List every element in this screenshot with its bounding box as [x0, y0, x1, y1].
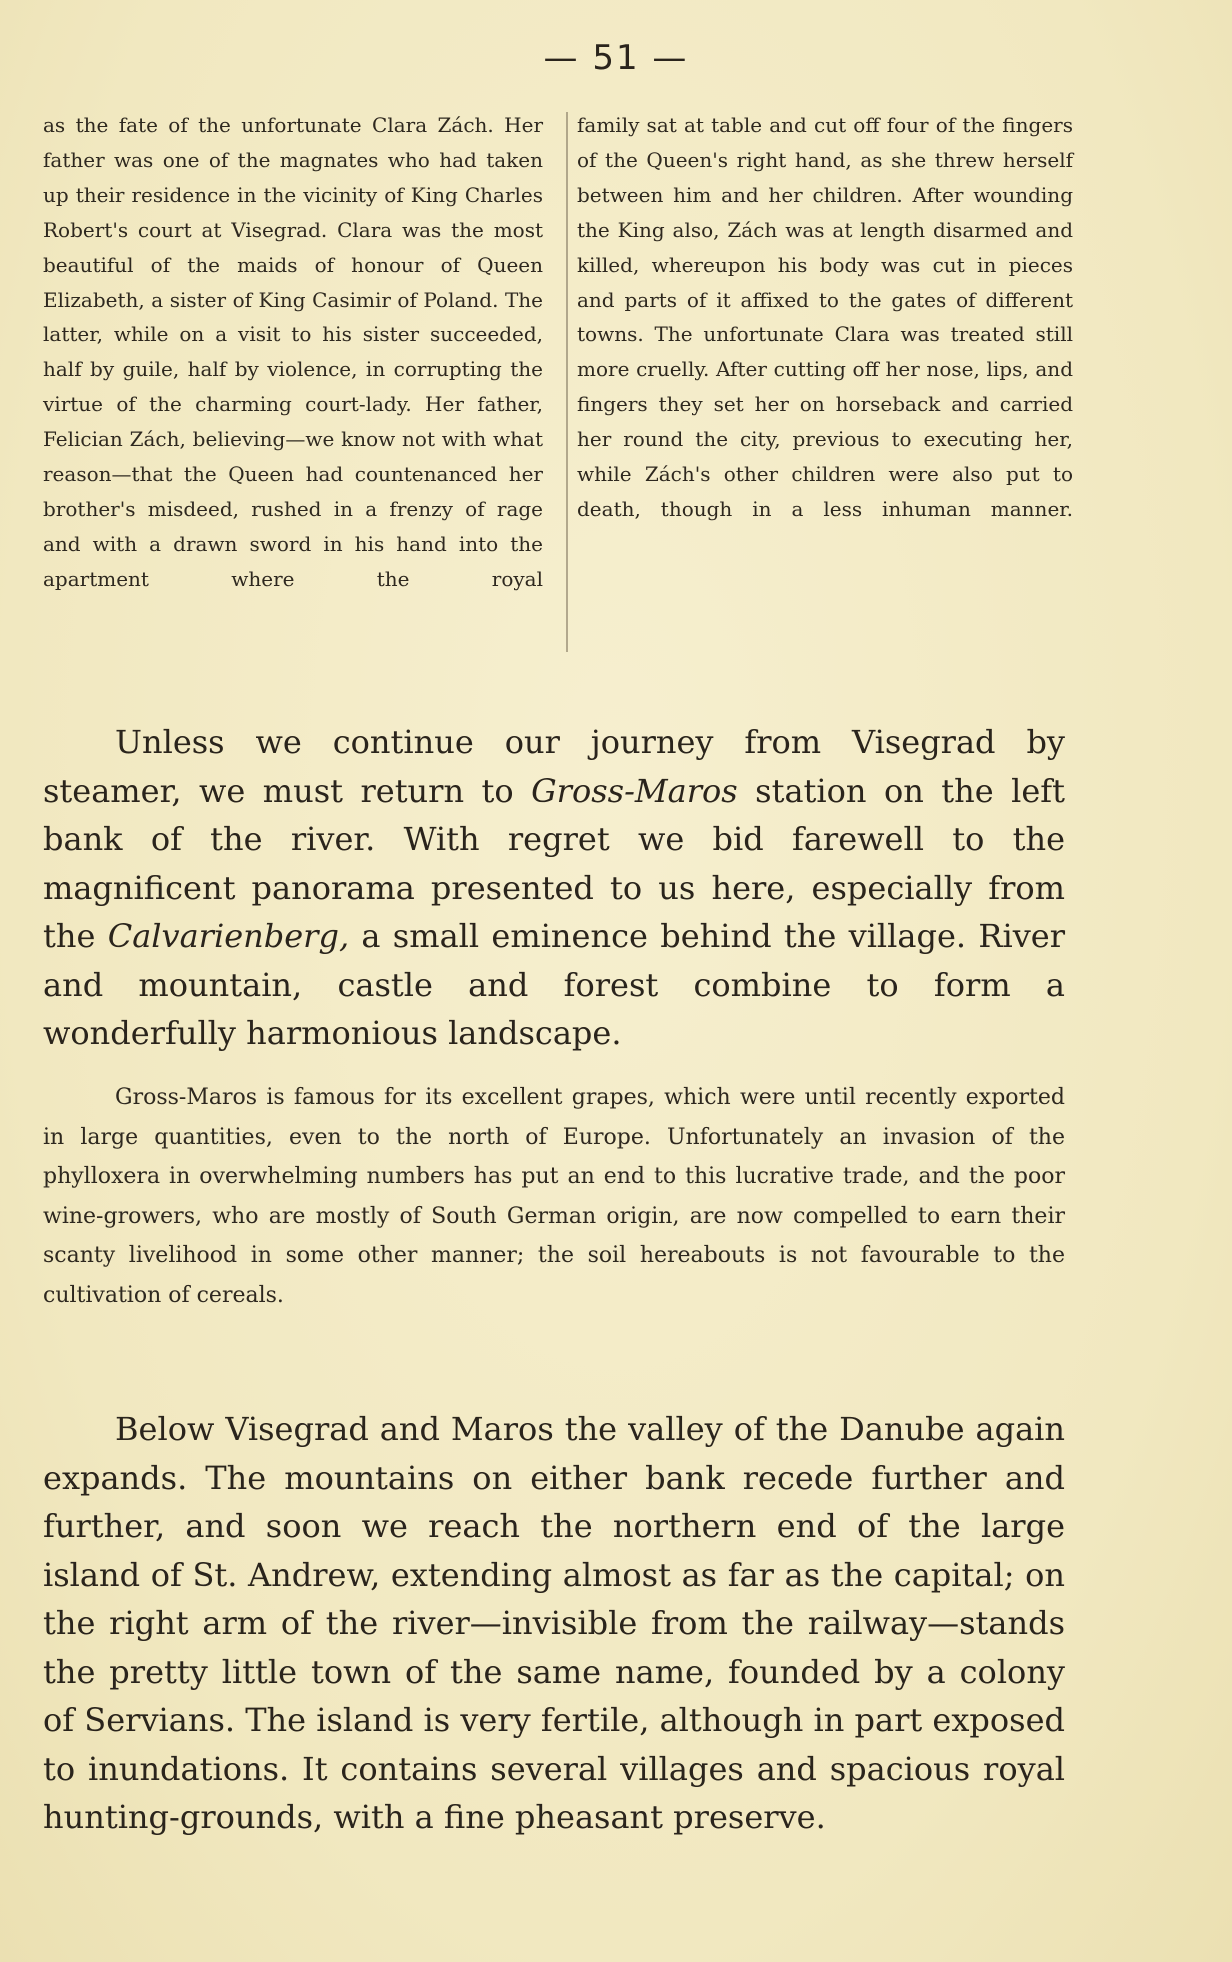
- left-column: [43, 108, 543, 597]
- right-column: [577, 108, 1073, 527]
- paragraph-return-journey: [43, 718, 1065, 1058]
- paragraph-grapes: [43, 1078, 1065, 1315]
- para1-text-c: a small eminence behind the village. River and mountain, castle and forest combine to form a wonderfully harmonious landscape.: [43, 917, 1066, 1052]
- para1-text-b: station on the left bank of the river. With regret we bid farewell to the magnificent panorama presented to us here, especially from the: [43, 771, 1065, 955]
- left-column-text: as the fate of the unfortunate Clara Zách. Her father was one of the magnates who had taken up their residence in the vicinity of King Charles Robert's court at Visegrad. Clara was the most beautiful of the maids of honour of Queen Elizabeth, a sister of King Casimir of Poland. The latter, while on a visit to his sister succeeded, half by guile, half by violence, in corrupting the virtue of the charming court-lady. Her father, Felician Zách, believing—we know not with what reason—that the Queen had countenanced her brother's misdeed, rushed in a frenzy of rage and with a drawn sword in his hand into the apartment where the royal: [43, 113, 543, 591]
- column-divider: [566, 112, 568, 652]
- para2-text: Gross-Maros is famous for its excellent grapes, which were until recently exported in large quantities, even to the north of Europe. Unfortunately an invasion of the phylloxera in overwhelming numbers has put an end to this lucrative trade, and the poor wine-growers, who are mostly of South German origin, are now compelled to earn their scanty livelihood in some other manner; the soil hereabouts is not favourable to the cultivation of cereals.: [43, 1085, 1065, 1308]
- para3-text: Below Visegrad and Maros the valley of the Danube again expands. The mountains on either bank recede further and further, and soon we reach the northern end of the large island of St. Andrew, extending almost as far as the capital; on the right arm of the river—invisible from the railway—stands the pretty little town of the same name, founded by a colony of Servians. The island is very fertile, although in part exposed to inundations. It contains several villages and spacious royal hunting-grounds, with a fine pheasant preserve.: [43, 1410, 1065, 1836]
- paragraph-st-andrew: [43, 1405, 1065, 1842]
- place-gross-maros: Gross-Maros: [531, 771, 738, 810]
- place-calvarienberg: Calvarienberg,: [107, 917, 350, 955]
- right-column-text: family sat at table and cut off four of the fingers of the Queen's right hand, as she threw herself between him and her children. After wounding the King also, Zách was at length disarmed and killed, whereupon his body was cut in pieces and parts of it affixed to the gates of different towns. The unfortunate Clara was treated still more cruelly. After cutting off her nose, lips, and fingers they set her on horseback and carried her round the city, previous to executing her, while Zách's other children were also put to death, though in a less inhuman manner.: [577, 113, 1073, 521]
- para1-text-a: Unless we continue our journey from Visegrad by steamer, we must return to: [43, 723, 1065, 810]
- page-number: — 51 —: [543, 38, 689, 78]
- two-column-section: [43, 108, 1073, 663]
